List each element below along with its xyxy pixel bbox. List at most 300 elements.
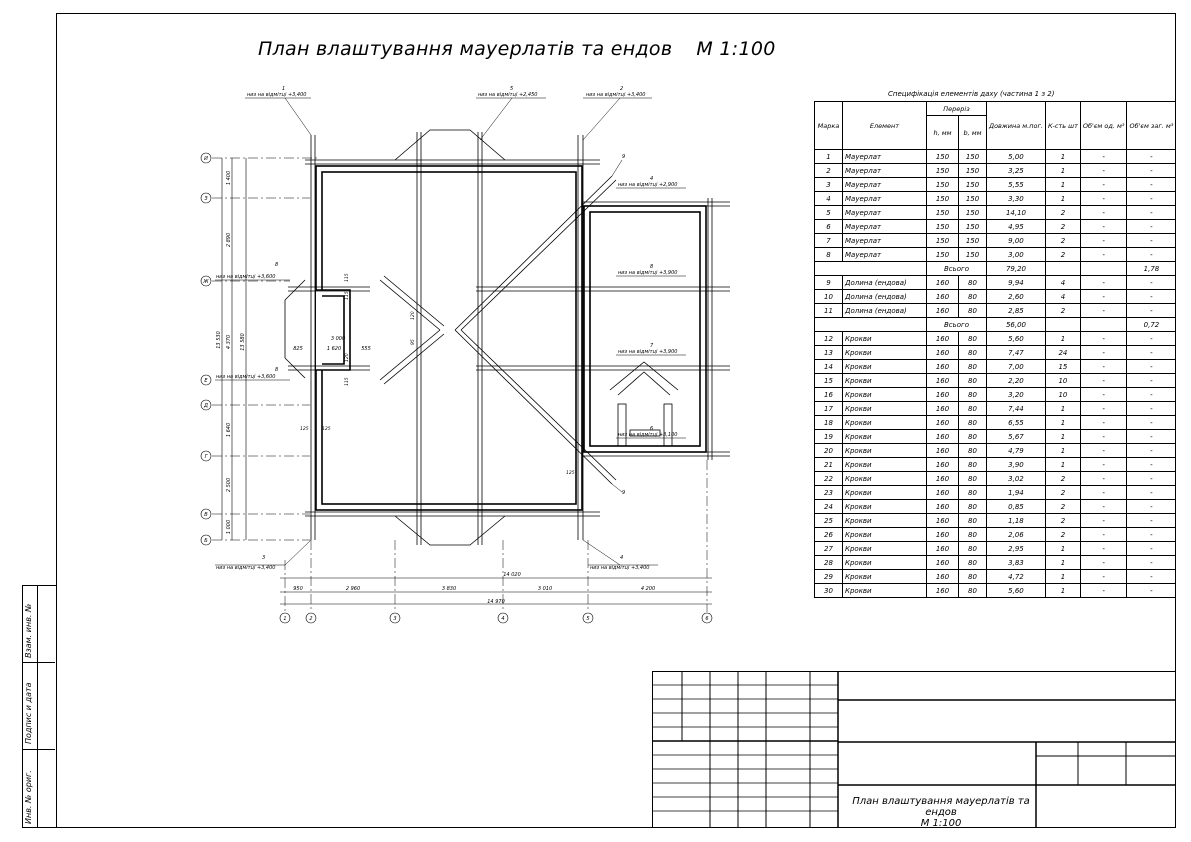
spec-cell: 11 bbox=[815, 304, 843, 318]
spec-cell: 2 bbox=[1045, 248, 1080, 262]
spec-cell: 80 bbox=[959, 276, 987, 290]
spec-cell: - bbox=[1080, 248, 1127, 262]
spec-cell: 160 bbox=[927, 458, 959, 472]
spec-cell: 2,20 bbox=[987, 374, 1046, 388]
spec-cell: 160 bbox=[927, 570, 959, 584]
spec-header-mark: Марка bbox=[815, 102, 843, 150]
spec-cell: 160 bbox=[927, 304, 959, 318]
spec-row bbox=[815, 402, 1176, 416]
spec-cell: Крокви bbox=[843, 514, 927, 528]
spec-cell: - bbox=[1080, 332, 1127, 346]
axis-label: Г bbox=[204, 454, 208, 460]
spec-cell: 80 bbox=[959, 360, 987, 374]
spec-cell: 150 bbox=[927, 248, 959, 262]
spec-cell: 1,18 bbox=[987, 514, 1046, 528]
spec-row bbox=[815, 374, 1176, 388]
mark-text: низ на відмітці +2,900 bbox=[618, 182, 678, 188]
spec-cell: - bbox=[1080, 542, 1127, 556]
spec-row bbox=[815, 444, 1176, 458]
axis-label: Е bbox=[204, 378, 208, 384]
spec-cell: Всього bbox=[927, 262, 987, 276]
spec-cell: Крокви bbox=[843, 500, 927, 514]
spec-cell bbox=[1045, 318, 1080, 332]
mark-text: низ на відмітці +3,400 bbox=[586, 92, 646, 98]
dim-left: 2 500 bbox=[226, 477, 232, 493]
spec-cell: 19 bbox=[815, 430, 843, 444]
spec-cell: 7,47 bbox=[987, 346, 1046, 360]
spec-row bbox=[815, 346, 1176, 360]
spec-cell: - bbox=[1127, 164, 1176, 178]
spec-cell: 24 bbox=[1045, 346, 1080, 360]
axis-number: 2 bbox=[309, 616, 313, 622]
spec-cell: - bbox=[1080, 402, 1127, 416]
spec-cell: 160 bbox=[927, 542, 959, 556]
side-stamp-label-1: Взам. инв. № bbox=[24, 603, 33, 658]
spec-row bbox=[815, 206, 1176, 220]
spec-row bbox=[815, 234, 1176, 248]
spec-cell: Мауерлат bbox=[843, 178, 927, 192]
spec-cell: - bbox=[1080, 584, 1127, 598]
mark-text: низ на відмітці +3,400 bbox=[216, 565, 276, 571]
small-label: 115 bbox=[345, 291, 350, 300]
mark-num: 6 bbox=[650, 426, 654, 432]
spec-cell bbox=[1045, 262, 1080, 276]
spec-cell: 21 bbox=[815, 458, 843, 472]
spec-cell: Крокви bbox=[843, 542, 927, 556]
spec-row bbox=[815, 192, 1176, 206]
spec-row bbox=[815, 570, 1176, 584]
spec-cell: 18 bbox=[815, 416, 843, 430]
spec-header-count: К-сть шт bbox=[1045, 102, 1080, 150]
spec-cell bbox=[815, 262, 927, 276]
spec-cell: 160 bbox=[927, 346, 959, 360]
side-stamp-label-3: Инв. № ориг. bbox=[24, 770, 33, 824]
spec-cell: - bbox=[1127, 304, 1176, 318]
spec-row bbox=[815, 556, 1176, 570]
spec-header-length: Довжина м.пог. bbox=[987, 102, 1046, 150]
spec-cell: - bbox=[1080, 486, 1127, 500]
spec-cell: 5,60 bbox=[987, 332, 1046, 346]
spec-cell: Мауерлат bbox=[843, 192, 927, 206]
spec-cell: 160 bbox=[927, 444, 959, 458]
spec-cell: 160 bbox=[927, 584, 959, 598]
spec-cell: 3,25 bbox=[987, 164, 1046, 178]
spec-row bbox=[815, 178, 1176, 192]
spec-cell: 1 bbox=[1045, 458, 1080, 472]
spec-cell: 2,06 bbox=[987, 528, 1046, 542]
spec-cell: 160 bbox=[927, 514, 959, 528]
spec-cell: - bbox=[1127, 346, 1176, 360]
spec-row bbox=[815, 150, 1176, 164]
spec-cell: - bbox=[1127, 416, 1176, 430]
spec-cell: 24 bbox=[815, 500, 843, 514]
spec-cell: 2 bbox=[815, 164, 843, 178]
spec-cell: 56,00 bbox=[987, 318, 1046, 332]
spec-cell: 2,95 bbox=[987, 542, 1046, 556]
dim-left: 13 530 bbox=[216, 331, 222, 349]
spec-row bbox=[815, 584, 1176, 598]
spec-cell: 7 bbox=[815, 234, 843, 248]
title-block-title bbox=[839, 796, 1043, 829]
spec-cell: Крокви bbox=[843, 416, 927, 430]
spec-cell: - bbox=[1127, 388, 1176, 402]
spec-row bbox=[815, 472, 1176, 486]
spec-cell: 1 bbox=[1045, 164, 1080, 178]
spec-cell: 79,20 bbox=[987, 262, 1046, 276]
spec-cell: 80 bbox=[959, 332, 987, 346]
spec-cell: 80 bbox=[959, 416, 987, 430]
spec-header-b: b, мм bbox=[959, 116, 987, 150]
spec-cell: 0,85 bbox=[987, 500, 1046, 514]
spec-cell: 160 bbox=[927, 276, 959, 290]
spec-cell: Крокви bbox=[843, 556, 927, 570]
spec-cell: 3,83 bbox=[987, 556, 1046, 570]
spec-cell: 3,30 bbox=[987, 192, 1046, 206]
spec-cell: - bbox=[1127, 542, 1176, 556]
spec-cell bbox=[815, 318, 927, 332]
spec-cell: 4 bbox=[815, 192, 843, 206]
spec-cell: 2 bbox=[1045, 220, 1080, 234]
drawing-title-text: План влаштування мауерлатів та ендов bbox=[258, 38, 673, 60]
spec-row bbox=[815, 458, 1176, 472]
spec-cell: - bbox=[1127, 206, 1176, 220]
mark-num: 7 bbox=[650, 343, 654, 349]
spec-cell: 1,94 bbox=[987, 486, 1046, 500]
spec-cell: 2 bbox=[1045, 500, 1080, 514]
spec-cell: 150 bbox=[927, 164, 959, 178]
inner-dim: 1 620 bbox=[326, 346, 342, 352]
spec-cell: 1 bbox=[1045, 570, 1080, 584]
spec-cell: 0,72 bbox=[1127, 318, 1176, 332]
spec-cell: 1 bbox=[815, 150, 843, 164]
spec-cell: 23 bbox=[815, 486, 843, 500]
spec-header-h: h, мм bbox=[927, 116, 959, 150]
spec-cell: - bbox=[1127, 570, 1176, 584]
spec-cell: - bbox=[1080, 430, 1127, 444]
spec-cell: 17 bbox=[815, 402, 843, 416]
spec-cell: 1 bbox=[1045, 332, 1080, 346]
spec-cell: 2 bbox=[1045, 472, 1080, 486]
axis-label: Д bbox=[204, 403, 208, 409]
spec-cell: 5,60 bbox=[987, 584, 1046, 598]
spec-cell: Крокви bbox=[843, 486, 927, 500]
dim-left: 1 640 bbox=[226, 422, 232, 438]
spec-cell: 16 bbox=[815, 388, 843, 402]
mark-text: низ на відмітці +3,100 bbox=[618, 432, 678, 438]
spec-cell: 22 bbox=[815, 472, 843, 486]
spec-cell: 9 bbox=[815, 276, 843, 290]
spec-cell: 4 bbox=[1045, 276, 1080, 290]
axis-label: Б bbox=[204, 538, 208, 544]
spec-cell: 1 bbox=[1045, 542, 1080, 556]
spec-cell: 80 bbox=[959, 374, 987, 388]
spec-cell: 14,10 bbox=[987, 206, 1046, 220]
spec-cell: - bbox=[1127, 290, 1176, 304]
spec-cell: 80 bbox=[959, 402, 987, 416]
dim-bottom: 3 830 bbox=[441, 586, 457, 592]
spec-cell: 150 bbox=[927, 192, 959, 206]
small-label: 95 bbox=[411, 339, 416, 345]
spec-row bbox=[815, 248, 1176, 262]
spec-cell: 8 bbox=[815, 248, 843, 262]
spec-cell: - bbox=[1127, 276, 1176, 290]
spec-row bbox=[815, 164, 1176, 178]
spec-cell: 150 bbox=[927, 150, 959, 164]
spec-cell: Крокви bbox=[843, 360, 927, 374]
spec-cell: - bbox=[1080, 500, 1127, 514]
spec-cell: Мауерлат bbox=[843, 206, 927, 220]
spec-cell: 2 bbox=[1045, 486, 1080, 500]
spec-cell: 80 bbox=[959, 584, 987, 598]
spec-cell: Крокви bbox=[843, 584, 927, 598]
spec-cell: - bbox=[1080, 444, 1127, 458]
spec-cell: 2 bbox=[1045, 528, 1080, 542]
spec-cell: Крокви bbox=[843, 332, 927, 346]
spec-cell: 150 bbox=[959, 248, 987, 262]
spec-cell: 150 bbox=[959, 164, 987, 178]
spec-cell: 28 bbox=[815, 556, 843, 570]
spec-cell: 2 bbox=[1045, 234, 1080, 248]
spec-cell: - bbox=[1127, 150, 1176, 164]
small-label: 115 bbox=[345, 377, 350, 386]
spec-row bbox=[815, 500, 1176, 514]
spec-cell: - bbox=[1080, 290, 1127, 304]
spec-cell bbox=[1080, 318, 1127, 332]
spec-table bbox=[814, 101, 1176, 598]
dim-left: 1 000 bbox=[226, 519, 232, 535]
spec-cell: 1 bbox=[1045, 402, 1080, 416]
axis-number: 5 bbox=[586, 616, 590, 622]
spec-cell: Крокви bbox=[843, 444, 927, 458]
spec-cell: - bbox=[1080, 150, 1127, 164]
dim-bottom: 950 bbox=[293, 586, 303, 592]
spec-cell: 150 bbox=[959, 220, 987, 234]
spec-row bbox=[815, 416, 1176, 430]
spec-cell: 7,00 bbox=[987, 360, 1046, 374]
spec-cell: - bbox=[1127, 584, 1176, 598]
spec-cell: 5,55 bbox=[987, 178, 1046, 192]
dim-bottom: 3 010 bbox=[537, 586, 553, 592]
dim-left: 1 400 bbox=[226, 170, 232, 186]
axis-label: Ж bbox=[203, 279, 209, 285]
spec-cell: 2,60 bbox=[987, 290, 1046, 304]
spec-cell: 80 bbox=[959, 388, 987, 402]
spec-cell: - bbox=[1080, 178, 1127, 192]
spec-cell: 3 bbox=[815, 178, 843, 192]
spec-cell: - bbox=[1127, 430, 1176, 444]
spec-cell: 29 bbox=[815, 570, 843, 584]
spec-cell: 26 bbox=[815, 528, 843, 542]
title-block-scale: М 1:100 bbox=[920, 818, 962, 829]
spec-cell: - bbox=[1080, 514, 1127, 528]
spec-cell: - bbox=[1080, 556, 1127, 570]
spec-cell: 5 bbox=[815, 206, 843, 220]
spec-cell: Крокви bbox=[843, 430, 927, 444]
spec-header-section: Переріз bbox=[927, 102, 987, 116]
spec-cell: 160 bbox=[927, 430, 959, 444]
spec-cell: 80 bbox=[959, 430, 987, 444]
spec-header-element: Елемент bbox=[843, 102, 927, 150]
spec-cell: 80 bbox=[959, 528, 987, 542]
spec-cell: 6,55 bbox=[987, 416, 1046, 430]
spec-cell: 150 bbox=[959, 192, 987, 206]
mark-num: 8 bbox=[650, 264, 654, 270]
axis-label: З bbox=[204, 196, 208, 202]
spec-cell: - bbox=[1127, 248, 1176, 262]
spec-cell: - bbox=[1080, 276, 1127, 290]
spec-cell: 160 bbox=[927, 402, 959, 416]
spec-cell: - bbox=[1127, 178, 1176, 192]
spec-row bbox=[815, 514, 1176, 528]
spec-cell: Крокви bbox=[843, 472, 927, 486]
dim-left: 13 580 bbox=[240, 333, 246, 351]
mark-num: 1 bbox=[282, 86, 286, 92]
spec-cell: 1 bbox=[1045, 556, 1080, 570]
spec-cell: 1 bbox=[1045, 584, 1080, 598]
spec-cell: 10 bbox=[1045, 388, 1080, 402]
spec-row bbox=[815, 542, 1176, 556]
spec-cell: - bbox=[1127, 472, 1176, 486]
spec-caption: Специфікація елементів даху (частина 1 з 2) bbox=[888, 90, 1055, 98]
mark-text: низ на відмітці +2,450 bbox=[478, 92, 538, 98]
mark-text: низ на відмітці +3,900 bbox=[618, 349, 678, 355]
spec-cell: 80 bbox=[959, 290, 987, 304]
spec-cell: Долина (ендова) bbox=[843, 276, 927, 290]
spec-row bbox=[815, 276, 1176, 290]
mark-num: 3 bbox=[262, 555, 266, 561]
spec-cell: - bbox=[1127, 220, 1176, 234]
spec-cell: - bbox=[1080, 388, 1127, 402]
spec-cell: 160 bbox=[927, 360, 959, 374]
spec-cell: 80 bbox=[959, 458, 987, 472]
spec-cell: - bbox=[1127, 374, 1176, 388]
spec-cell: 2 bbox=[1045, 206, 1080, 220]
spec-cell: 2 bbox=[1045, 304, 1080, 318]
spec-cell: - bbox=[1127, 528, 1176, 542]
spec-cell: 20 bbox=[815, 444, 843, 458]
spec-header-vol1: Об'єм од. м³ bbox=[1080, 102, 1127, 150]
mark-num: 4 bbox=[620, 555, 624, 561]
spec-row bbox=[815, 220, 1176, 234]
axis-number: 3 bbox=[393, 616, 397, 622]
dim-left: 4 370 bbox=[226, 334, 232, 350]
spec-row bbox=[815, 430, 1176, 444]
spec-cell: 160 bbox=[927, 556, 959, 570]
spec-cell: 160 bbox=[927, 416, 959, 430]
mark-text: низ на відмітці +3,600 bbox=[216, 274, 276, 280]
spec-cell: 1 bbox=[1045, 444, 1080, 458]
inner-dim: 555 bbox=[361, 346, 371, 352]
spec-cell: Мауерлат bbox=[843, 234, 927, 248]
dim-left: 2 890 bbox=[226, 232, 232, 248]
spec-cell: 150 bbox=[959, 150, 987, 164]
axis-number: 1 bbox=[283, 616, 287, 622]
spec-cell: Мауерлат bbox=[843, 164, 927, 178]
spec-row bbox=[815, 388, 1176, 402]
spec-cell: - bbox=[1080, 164, 1127, 178]
spec-cell: - bbox=[1127, 458, 1176, 472]
spec-cell: 27 bbox=[815, 542, 843, 556]
small-label: 125 bbox=[322, 427, 331, 432]
spec-row bbox=[815, 332, 1176, 346]
spec-cell: 160 bbox=[927, 500, 959, 514]
spec-cell: Всього bbox=[927, 318, 987, 332]
small-label: 125 bbox=[566, 471, 575, 476]
side-stamp-label-2: Подпис и дата bbox=[24, 682, 33, 744]
spec-cell: Крокви bbox=[843, 388, 927, 402]
spec-cell: - bbox=[1080, 206, 1127, 220]
spec-cell: 150 bbox=[927, 206, 959, 220]
spec-cell: - bbox=[1080, 220, 1127, 234]
spec-cell: 3,20 bbox=[987, 388, 1046, 402]
spec-cell: 10 bbox=[1045, 374, 1080, 388]
spec-cell: - bbox=[1080, 472, 1127, 486]
spec-cell: Долина (ендова) bbox=[843, 290, 927, 304]
spec-cell: 7,44 bbox=[987, 402, 1046, 416]
spec-cell: - bbox=[1080, 360, 1127, 374]
spec-cell: 80 bbox=[959, 486, 987, 500]
inner-dim: 825 bbox=[293, 346, 303, 352]
mark-text: низ на відмітці +3,400 bbox=[590, 565, 650, 571]
spec-cell: - bbox=[1127, 360, 1176, 374]
spec-cell: - bbox=[1127, 444, 1176, 458]
title-block-name: План влаштування мауерлатів та ендов bbox=[852, 796, 1030, 818]
spec-cell: 160 bbox=[927, 332, 959, 346]
spec-cell: 80 bbox=[959, 304, 987, 318]
mark-num: 5 bbox=[510, 86, 514, 92]
spec-cell: - bbox=[1080, 346, 1127, 360]
spec-cell: - bbox=[1127, 402, 1176, 416]
spec-body bbox=[815, 150, 1176, 598]
spec-cell: 1,78 bbox=[1127, 262, 1176, 276]
spec-cell: 3,00 bbox=[987, 248, 1046, 262]
spec-cell: 4 bbox=[1045, 290, 1080, 304]
spec-cell: Крокви bbox=[843, 458, 927, 472]
spec-cell: 3,02 bbox=[987, 472, 1046, 486]
spec-cell: Мауерлат bbox=[843, 248, 927, 262]
spec-cell: 6 bbox=[815, 220, 843, 234]
spec-cell: - bbox=[1127, 332, 1176, 346]
spec-cell: - bbox=[1127, 192, 1176, 206]
spec-cell: 14 bbox=[815, 360, 843, 374]
spec-cell: 150 bbox=[959, 178, 987, 192]
spec-cell: - bbox=[1127, 500, 1176, 514]
spec-total-row bbox=[815, 262, 1176, 276]
spec-cell: Крокви bbox=[843, 346, 927, 360]
spec-cell: 5,67 bbox=[987, 430, 1046, 444]
spec-cell: 80 bbox=[959, 472, 987, 486]
spec-cell: Мауерлат bbox=[843, 220, 927, 234]
spec-header-vol2: Об'єм заг. м³ bbox=[1127, 102, 1176, 150]
spec-cell: - bbox=[1127, 234, 1176, 248]
inner-dim: 3 000 bbox=[330, 336, 346, 342]
spec-cell: 80 bbox=[959, 514, 987, 528]
spec-cell: Крокви bbox=[843, 374, 927, 388]
mark-text: низ на відмітці +3,900 bbox=[618, 270, 678, 276]
spec-cell: 5,00 bbox=[987, 150, 1046, 164]
spec-cell: 160 bbox=[927, 290, 959, 304]
title-block bbox=[652, 671, 1176, 828]
spec-cell: 150 bbox=[959, 206, 987, 220]
spec-cell: - bbox=[1080, 528, 1127, 542]
spec-cell: 30 bbox=[815, 584, 843, 598]
axis-number: 4 bbox=[501, 616, 505, 622]
spec-cell: Мауерлат bbox=[843, 150, 927, 164]
spec-row bbox=[815, 486, 1176, 500]
spec-cell: 160 bbox=[927, 472, 959, 486]
spec-cell: 1 bbox=[1045, 416, 1080, 430]
spec-cell: Долина (ендова) bbox=[843, 304, 927, 318]
